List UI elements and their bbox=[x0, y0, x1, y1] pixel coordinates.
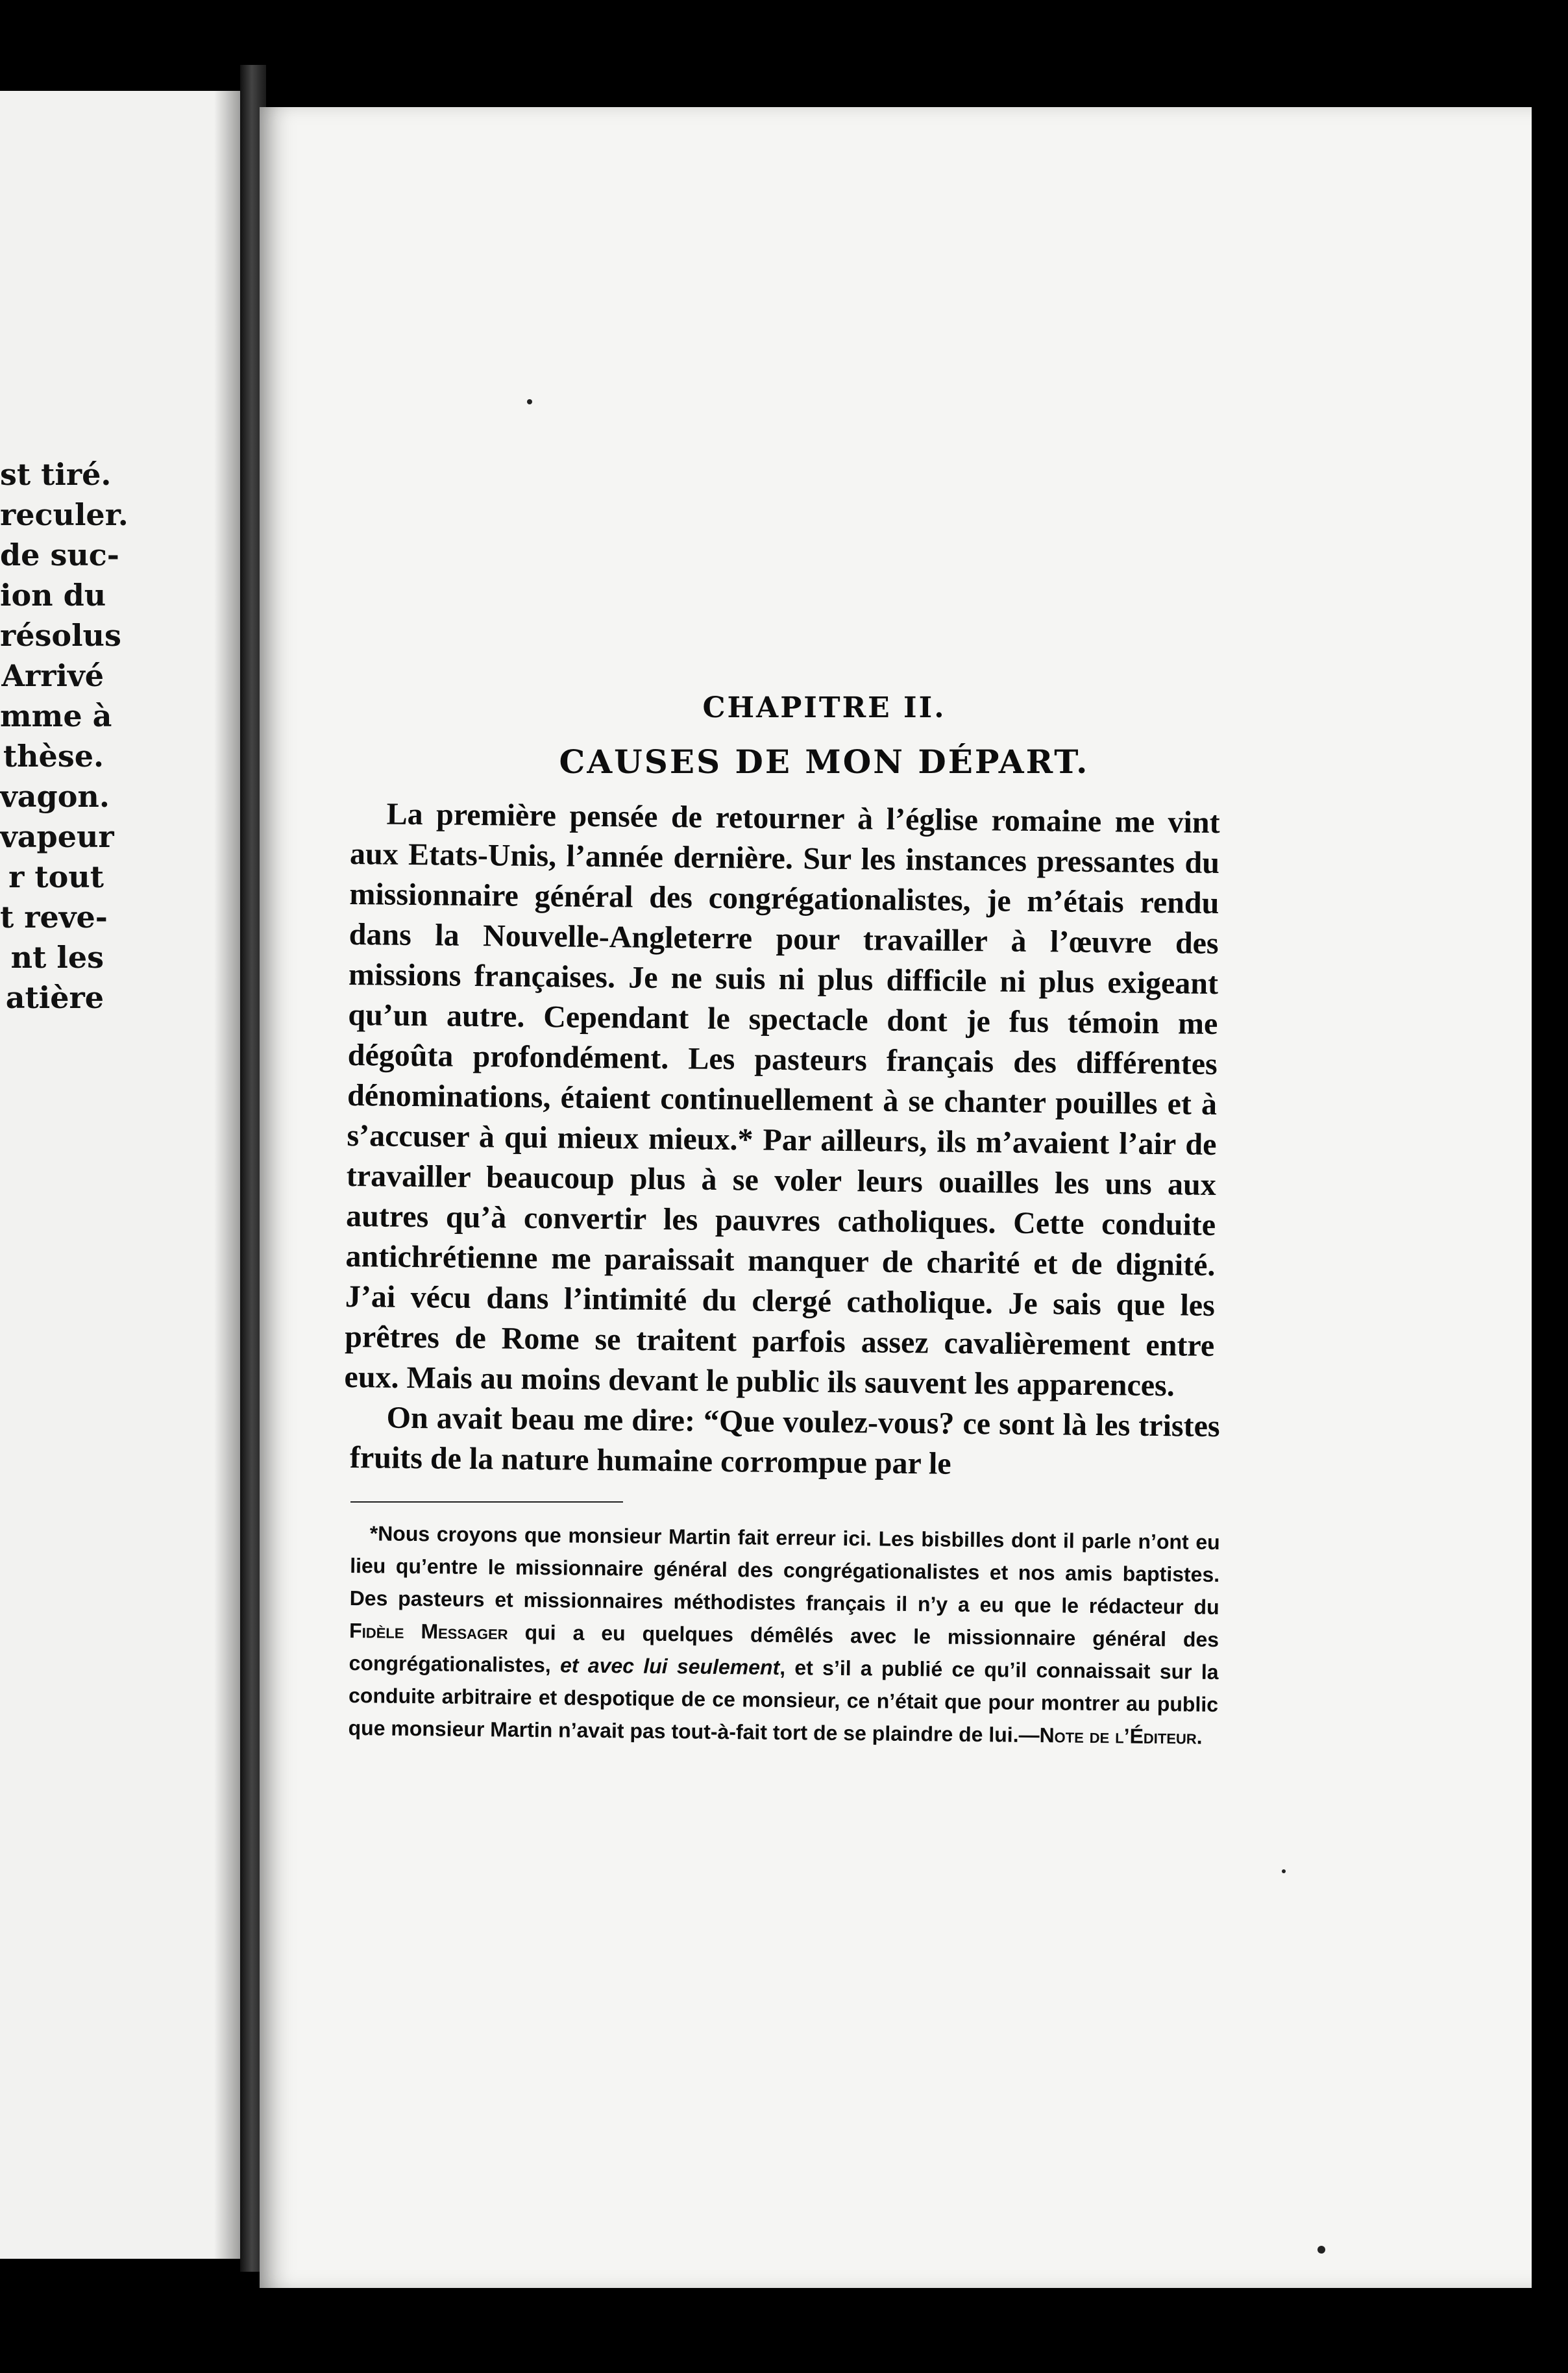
previous-page-line: ion du bbox=[0, 578, 106, 613]
previous-page-line: résolus bbox=[0, 618, 121, 653]
footnote-signature: Note de l’Éditeur. bbox=[1039, 1723, 1203, 1749]
print-speck bbox=[1282, 1869, 1286, 1873]
previous-page-line: st tiré. bbox=[0, 457, 112, 492]
previous-page-text bbox=[0, 454, 129, 1018]
previous-page-line: vagon. bbox=[0, 779, 110, 814]
previous-page-line: thèse. bbox=[3, 739, 104, 774]
footnote-text: *Nous croyons que monsieur Martin fait erreur ici. Les bisbilles dont il parle n’ont eu lieu qu’entre le missionnaire général des congrégationalistes et nos amis baptistes. Des pasteurs et missionnaires méthodistes français il n’y a eu que le rédacteur du bbox=[349, 1521, 1220, 1619]
current-page bbox=[260, 107, 1532, 2288]
footnote-emphasis: et avec lui seulement bbox=[559, 1653, 780, 1679]
page-content bbox=[344, 691, 1220, 1749]
previous-page-line: r tout bbox=[8, 859, 104, 894]
previous-page-line: Arrivé bbox=[1, 658, 104, 693]
print-speck bbox=[527, 399, 532, 404]
previous-page-line: de suc- bbox=[0, 537, 119, 572]
previous-page-line: nt les bbox=[10, 940, 104, 975]
previous-page-line: t reve- bbox=[0, 900, 108, 935]
previous-page-line: vapeur bbox=[0, 819, 114, 854]
page-shadow bbox=[214, 91, 240, 2259]
editor-footnote bbox=[348, 1517, 1220, 1753]
print-speck bbox=[1317, 2246, 1325, 2254]
chapter-title: CAUSES DE MON DÉPART. bbox=[559, 743, 1090, 781]
footnote-text: , et s’il a publié ce qu’il connaissait sur la conduite arbitraire et despotique de ce monsieur, ce n’était que pour montrer au public que monsieur Martin n’avait pas tout-à-fait tort de se plaindre de lui.— bbox=[348, 1655, 1219, 1747]
previous-page-line: reculer. bbox=[0, 497, 129, 532]
body-paragraph: La première pensée de retourner à l’église romaine me vint aux Etats-Unis, l’année dernière. Sur les instances pressantes du missionnaire général des congrégationalistes, je m’étais rendu dans la Nouvelle-Angleterre pour travailler à l’œuvre des missions françaises. Je ne suis ni plus difficile ni plus exigeant qu’un autre. Cependant le spectacle dont je fus témoin me dégoûta profondément. Les pasteurs français des différentes dénominations, étaient continuellement à se chanter pouilles et à s’accuser à qui mieux mieux.* Par ailleurs, ils m’avaient l’air de travailler beaucoup plus à se voler leurs ouailles les uns aux autres qu’à convertir les pauvres catholiques. Cette conduite antichrétienne me paraissait manquer de charité et de dignité. J’ai vécu dans l’intimité du clergé catholique. Je sais que les prêtres de Rome se traitent parfois assez cavalièrement entre eux. Mais au moins devant le public ils sauvent les apparences. bbox=[344, 796, 1220, 1403]
previous-page-line: mme à bbox=[0, 698, 112, 733]
chapter-number: CHAPITRE II. bbox=[702, 691, 946, 724]
footnote-journal-name: Fidèle Messager bbox=[349, 1618, 508, 1644]
previous-page-fragment bbox=[0, 91, 240, 2259]
previous-page-line: atière bbox=[5, 980, 104, 1015]
footnote-text: qui a eu quelques démêlés avec le missionnaire général des congrégationalistes, bbox=[349, 1620, 1219, 1677]
footnote-divider bbox=[350, 1501, 623, 1503]
body-paragraph: On avait beau me dire: “Que voulez-vous? ce sont là les tristes fruits de la nature humaine corrompue par le bbox=[349, 1400, 1220, 1481]
